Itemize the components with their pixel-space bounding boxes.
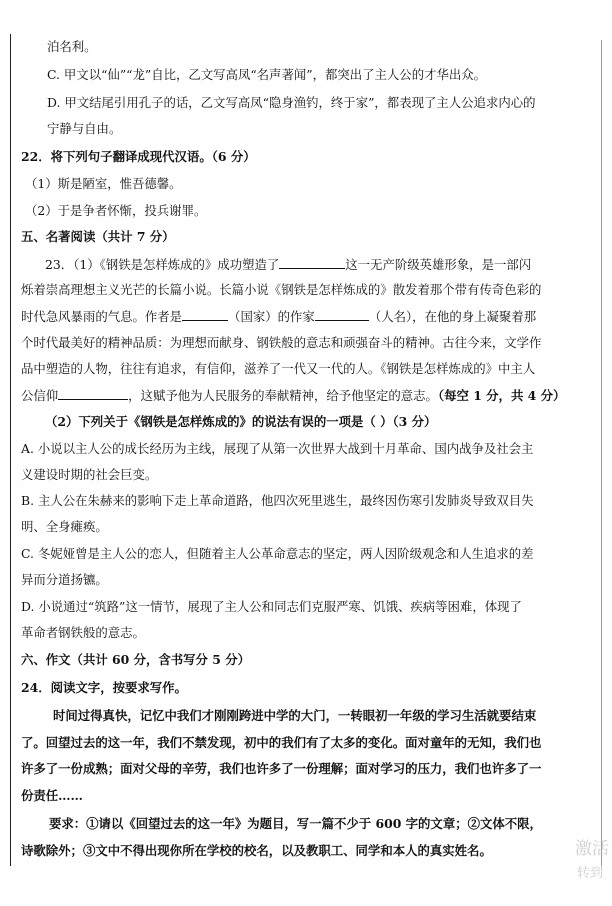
q23-line5: 品中塑造的人物，往往有追求，有信仰，滋养了一代又一代的人。《钢铁是怎样炼成的》中主人 <box>21 361 536 376</box>
q23-option-b-line1: B. 主人公在朱赫来的影响下走上革命道路，他四次死里逃生，最终因伤寒引发肺炎导致双目失 <box>21 493 534 508</box>
q23-line4: 个时代最美好的精神品质：为理想而献身、钢铁般的意志和顽强奋斗的精神。古往今来，文学作 <box>21 335 542 350</box>
answer-blank-1[interactable] <box>279 255 345 269</box>
q21-line-top: 泊名利。 <box>47 39 97 54</box>
q23-option-a-line1: A. 小说以主人公的成长经历为主线，展现了从第一次世界大战到十月革命、国内战争及社会主 <box>21 441 534 456</box>
binding-margin-line <box>10 34 11 866</box>
q23-line2: 烁着崇高理想主义光芒的长篇小说。长篇小说《钢铁是怎样炼成的》散发着那个带有传奇色彩的 <box>21 282 542 297</box>
q23-option-b-line2: 明、全身瘫痪。 <box>21 519 108 534</box>
requirement-line2: 诗歌除外；③文中不得出现你所在学校的校名，以及教职工、同学和本人的真实姓名。 <box>21 843 492 858</box>
q24-title: 24．阅读文字，按要求写作。 <box>21 680 187 695</box>
q23-line3: 时代急风暴雨的气息。作者是 （国家）的作家 （人名），在他的身上凝聚着那 <box>21 309 537 324</box>
prompt-line2: 了。回望过去的这一年，我们不禁发现，初中的我们有了太多的变化。面对童年的无知，我们也 <box>21 735 542 750</box>
q21-option-d-line1: D. 甲文结尾引用孔子的话，乙文写高凤“隐身渔钓，终于家”，都表现了主人公追求内心的 <box>47 95 536 110</box>
q23-option-d-line1: D. 小说通过“筑路”这一情节，展现了主人公和同志们克服严寒、饥饿、疾病等困难，体现了 <box>21 599 522 614</box>
watermark-line1: 激活 <box>575 839 609 859</box>
q23-option-c-line1: C. 冬妮娅曾是主人公的恋人，但随着主人公革命意志的坚定，两人因阶级观念和人生追求的差 <box>21 546 534 561</box>
prompt-line4: 份责任…… <box>21 788 83 803</box>
q23-option-a-line2: 义建设时期的社会巨变。 <box>21 467 158 482</box>
prompt-line3: 许多了一份成熟；面对父母的辛劳，我们也许多了一份理解；面对学习的压力，我们也许多了一 <box>21 761 542 776</box>
q22-title: 22．将下列句子翻译成现代汉语。（6 分） <box>21 149 256 164</box>
q23-line6: 公信仰 ，这赋予他为人民服务的奉献精神，给予他坚定的意志。（每空 1 分，共 4 分） <box>21 388 566 403</box>
q23-part2-title: （2）下列关于《钢铁是怎样炼成的》的说法有误的一项是（ ）（3 分） <box>45 414 437 429</box>
section5-title: 五、名著阅读（共计 7 分） <box>21 229 175 244</box>
answer-blank-3[interactable] <box>315 307 369 321</box>
q23-line1: 23．（1）《钢铁是怎样炼成的》成功塑造了 这一无产阶级英雄形象，是一部闪 <box>45 257 532 272</box>
q22-sentence-2: （2）于是争者怀惭，投兵谢罪。 <box>25 203 207 218</box>
q23-option-d-line2: 革命者钢铁般的意志。 <box>21 625 145 640</box>
requirement-line1: 要求：①请以《回望过去的这一年》为题目，写一篇不少于 600 字的文章；②文体不限， <box>49 816 542 831</box>
answer-blank-2[interactable] <box>182 307 228 321</box>
q23-option-c-line2: 异而分道扬镳。 <box>21 572 108 587</box>
watermark-line2: 转到 <box>577 866 604 881</box>
section6-title: 六、作文（共计 60 分，含书写分 5 分） <box>21 652 250 667</box>
page-right-border <box>601 40 602 870</box>
prompt-line1: 时间过得真快，记忆中我们才刚刚跨进中学的大门，一转眼初一年级的学习生活就要结束 <box>53 708 537 723</box>
answer-blank-4[interactable] <box>58 386 128 400</box>
q22-sentence-1: （1）斯是陋室，惟吾德馨。 <box>25 176 182 191</box>
q21-option-c: C. 甲文以“仙”“龙”自比，乙文写高凤“名声著闻”，都突出了主人公的才华出众。 <box>47 67 487 82</box>
q21-option-d-line2: 宁静与自由。 <box>47 121 122 136</box>
